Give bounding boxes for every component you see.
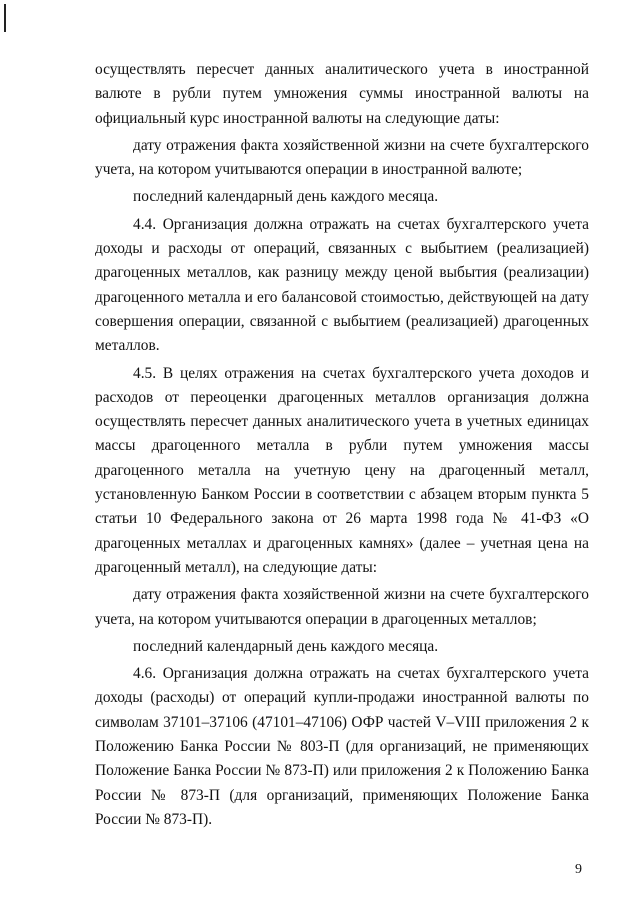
paragraph-4-5: 4.5. В целях отражения на счетах бухгалтерского учета доходов и расходов от переоценки драгоценных металлов организация должна осуществлять пересчет данных аналитического учета в учетных единицах массы драгоценного металла в рубли путем умножения массы драгоценного металла на учетную цену на драгоценный металл, установленную Банком России в соответствии с абзацем вторым пункта 5 статьи 10 Федерального закона от 26 марта 1998 года № 41-ФЗ «О драгоценных металлах и драгоценных камнях» (далее – учетная цена на драгоценный металл), на следующие даты:: [95, 364, 589, 576]
list-item-date-currency: дату отражения факта хозяйственной жизни на счете бухгалтерского учета, на котором учитываются операции в иностранной валюте;: [95, 136, 589, 179]
list-item-month-end: последний календарный день каждого месяца.: [133, 188, 439, 206]
document-body: [95, 58, 589, 832]
paragraph-4-4: 4.4. Организация должна отражать на счетах бухгалтерского учета доходы и расходы от операций, связанных с выбытием (реализацией) драгоценных металлов, как разницу между ценой выбытия (реализации) драгоценного металла и его балансовой стоимостью, действующей на дату совершения операции, связанной с выбытием (реализацией) драгоценных металлов.: [95, 215, 589, 355]
page-number: 9: [575, 862, 582, 877]
list-item-date-metals: дату отражения факта хозяйственной жизни на счете бухгалтерского учета, на котором учитываются операции в драгоценных металлов;: [95, 586, 589, 628]
paragraph-4-6: 4.6. Организация должна отражать на счетах бухгалтерского учета доходы (расходы) от операций купли-продажи иностранной валюты по символам 37101–37106 (47101–47106) ОФР частей V–VIII приложения 2 к Положению Банка России № 803-П (для организаций, не применяющих Положение Банка России № 873-П) или приложения 2 к Положению Банка России № 873-П (для организаций, применяющих Положение Банка России № 873-П).: [95, 665, 589, 828]
paragraph-continuation: осуществлять пересчет данных аналитического учета в иностранной валюте в рубли путем умножения суммы иностранной валюты на официальный курс иностранной валюты на следующие даты:: [95, 61, 589, 127]
scan-edge-mark: [4, 4, 6, 32]
list-item-month-end: последний календарный день каждого месяца.: [133, 637, 439, 655]
